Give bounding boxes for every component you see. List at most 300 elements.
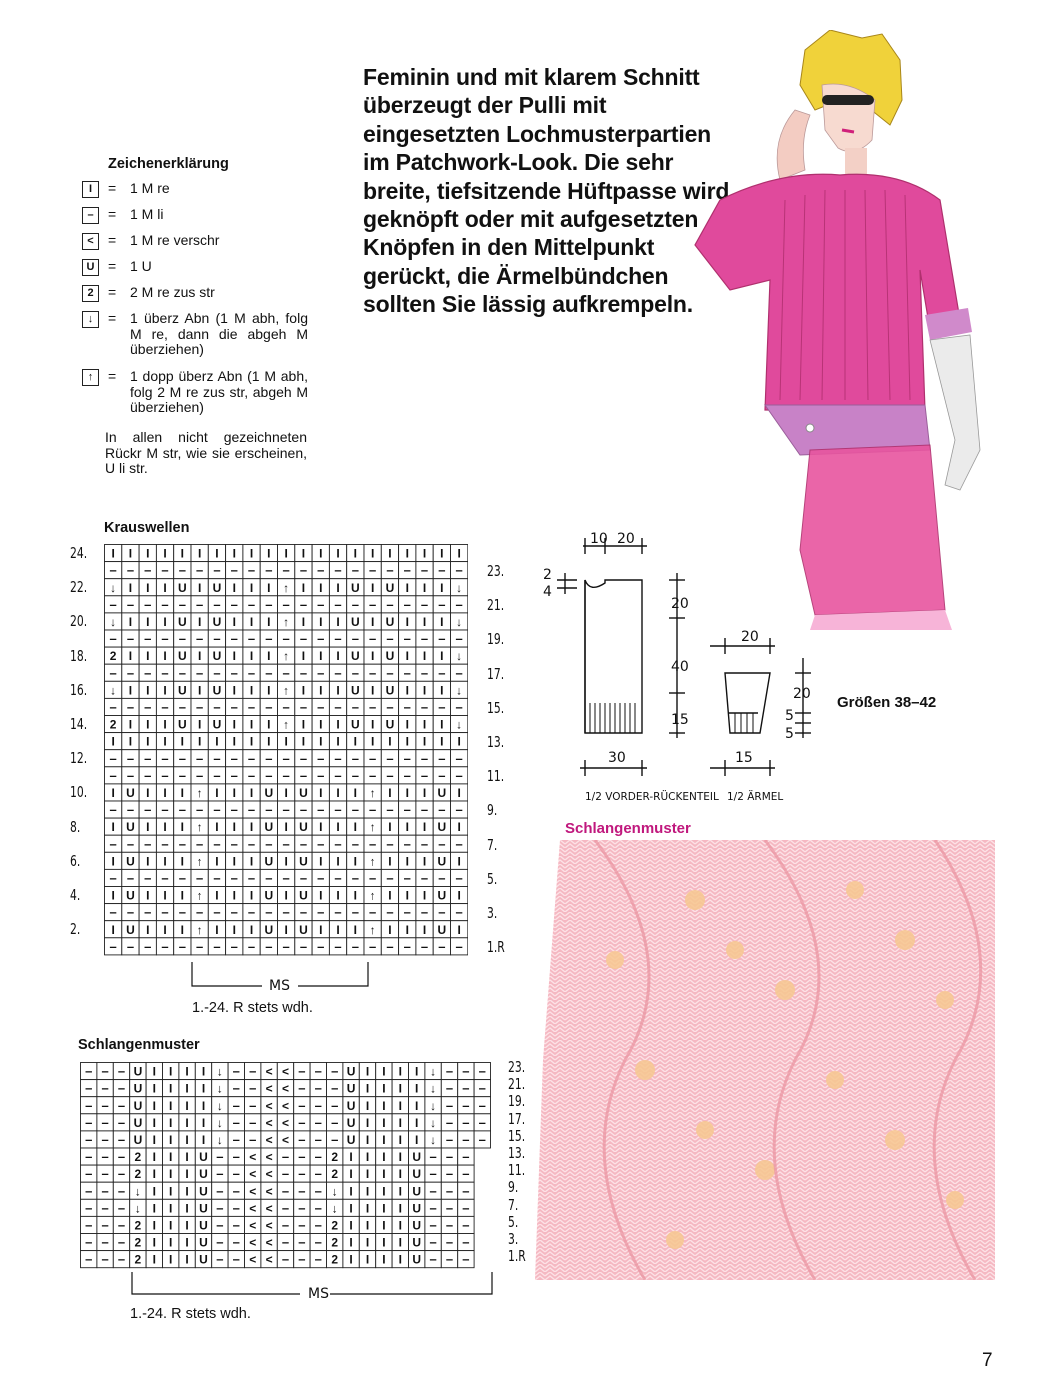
chart-stitch-symbol: – <box>216 1166 224 1182</box>
chart-stitch-symbol: I <box>111 922 115 937</box>
chart-stitch-symbol: – <box>144 631 152 647</box>
chart-stitch-symbol: I <box>353 734 358 749</box>
chart-stitch-symbol: I <box>232 922 236 937</box>
body-piece-label: 1/2 VORDER-RÜCKENTEIL <box>585 791 719 803</box>
row-number: 7. <box>487 835 498 854</box>
chart-stitch-symbol: – <box>299 802 308 818</box>
chart-stitch-symbol: I <box>398 1235 402 1250</box>
chart-stitch-symbol: U <box>178 683 187 698</box>
chart-stitch-symbol: I <box>382 1184 386 1199</box>
dim-body-width: 30 <box>608 750 626 766</box>
chart-stitch-symbol: I <box>398 1098 402 1113</box>
chart-stitch-symbol: – <box>265 699 273 715</box>
legend-text: 1 M li <box>130 206 164 222</box>
chart-stitch-symbol: I <box>232 546 236 561</box>
chart-stitch-symbol: – <box>445 1217 454 1233</box>
chart-stitch-symbol: I <box>169 1235 173 1250</box>
chart-stitch-symbol: – <box>420 631 429 647</box>
chart-stitch-symbol: – <box>369 870 377 886</box>
chart-stitch-symbol: ↓ <box>134 1184 141 1199</box>
chart-stitch-symbol: – <box>282 631 290 647</box>
chart-stitch-symbol: U <box>178 717 187 732</box>
chart-stitch-symbol: – <box>386 870 394 886</box>
chart-title-schlangenmuster: Schlangenmuster <box>78 1037 200 1053</box>
chart-stitch-symbol: U <box>351 717 360 732</box>
chart-stitch-symbol: I <box>267 683 271 698</box>
chart-stitch-symbol: I <box>365 1064 370 1079</box>
chart-stitch-symbol: – <box>126 836 135 852</box>
chart-stitch-symbol: – <box>314 1097 322 1113</box>
chart-stitch-symbol: 2 <box>134 1150 142 1165</box>
chart-stitch-symbol: – <box>247 699 256 715</box>
chart-stitch-symbol: 2 <box>134 1252 142 1267</box>
chart-stitch-symbol: < <box>265 1201 273 1216</box>
chart-stitch-symbol: – <box>438 750 446 766</box>
chart-stitch-symbol: – <box>403 904 411 920</box>
chart-stitch-symbol: ↓ <box>134 1201 141 1216</box>
chart-stitch-symbol: I <box>249 717 254 732</box>
chart-stitch-symbol: – <box>317 836 325 852</box>
chart-stitch-symbol: U <box>126 854 135 869</box>
sleeve-piece-label: 1/2 ÄRMEL <box>727 791 784 803</box>
chart-stitch-symbol: < <box>265 1064 273 1079</box>
chart-stitch-symbol: I <box>319 683 323 698</box>
chart-stitch-symbol: – <box>403 870 411 886</box>
chart-stitch-symbol: I <box>319 854 323 869</box>
chart-stitch-symbol: I <box>336 854 340 869</box>
chart-stitch-symbol: I <box>197 614 202 629</box>
chart-stitch-symbol: – <box>85 1183 93 1199</box>
chart-stitch-symbol: I <box>388 922 392 937</box>
chart-stitch-symbol: – <box>282 904 290 920</box>
chart-stitch-symbol: – <box>299 596 308 612</box>
chart-stitch-symbol: – <box>298 1097 306 1113</box>
chart-stitch-symbol: – <box>230 767 238 783</box>
chart-stitch-symbol: I <box>301 546 306 561</box>
chart-stitch-symbol: – <box>196 562 204 578</box>
chart-stitch-symbol: I <box>370 546 375 561</box>
chart-stitch-symbol: I <box>185 1132 189 1147</box>
chart-stitch-symbol: – <box>445 1234 454 1250</box>
chart-stitch-symbol: – <box>216 1200 224 1216</box>
chart-stitch-symbol: U <box>264 854 274 869</box>
chart-stitch-symbol: – <box>369 665 377 681</box>
chart-stitch-symbol: – <box>351 631 359 647</box>
chart-stitch-symbol: – <box>455 870 463 886</box>
legend-item: 2 = 2 M re zus str <box>82 285 308 302</box>
chart-stitch-symbol: – <box>196 596 204 612</box>
chart-stitch-symbol: – <box>85 1149 93 1165</box>
chart-stitch-symbol: – <box>161 870 169 886</box>
chart-stitch-symbol: I <box>365 1201 370 1216</box>
chart-stitch-symbol: – <box>298 1114 306 1130</box>
chart-stitch-symbol: I <box>365 1184 370 1199</box>
chart-stitch-symbol: I <box>382 1150 386 1165</box>
chart-stitch-symbol: I <box>284 820 288 835</box>
chart-stitch-symbol: – <box>429 1149 437 1165</box>
chart-stitch-symbol: I <box>382 1115 386 1130</box>
chart-stitch-symbol: I <box>152 1252 156 1267</box>
chart-stitch-symbol: I <box>319 546 323 561</box>
chart-stitch-symbol: I <box>336 888 340 903</box>
chart-stitch-symbol: I <box>249 614 254 629</box>
chart-stitch-symbol: – <box>109 904 117 920</box>
chart-stitch-symbol: – <box>334 631 342 647</box>
chart-stitch-symbol: – <box>438 665 446 681</box>
chart-stitch-symbol: I <box>185 1235 189 1250</box>
chart-stitch-symbol: I <box>336 649 340 664</box>
chart-stitch-symbol: – <box>438 596 446 612</box>
chart-stitch-symbol: I <box>232 734 236 749</box>
dim-sleeve-cuff-a: 5 <box>785 708 794 724</box>
chart-stitch-symbol: – <box>334 750 342 766</box>
chart-stitch-symbol: I <box>405 580 409 595</box>
chart-stitch-symbol: – <box>161 767 169 783</box>
chart-stitch-symbol: I <box>163 683 167 698</box>
chart-stitch-symbol: I <box>370 580 375 595</box>
chart-stitch-symbol: – <box>117 1166 126 1182</box>
chart-stitch-symbol: – <box>126 767 135 783</box>
chart-stitch-symbol: – <box>109 802 117 818</box>
chart-stitch-symbol: – <box>213 938 221 954</box>
chart-stitch-symbol: I <box>349 1201 353 1216</box>
chart-stitch-symbol: – <box>101 1149 109 1165</box>
chart-stitch-symbol: – <box>386 938 394 954</box>
chart-stitch-symbol: – <box>265 767 273 783</box>
chart-stitch-symbol: – <box>247 836 256 852</box>
skp-symbol-icon: ↓ <box>82 311 99 328</box>
chart-stitch-symbol: – <box>265 750 273 766</box>
chart-stitch-symbol: I <box>336 717 340 732</box>
chart-stitch-symbol: U <box>126 820 135 835</box>
chart-stitch-symbol: < <box>265 1235 273 1250</box>
chart-stitch-symbol: U <box>351 614 360 629</box>
chart-stitch-symbol: – <box>455 802 463 818</box>
chart-stitch-symbol: I <box>185 1150 189 1165</box>
chart-stitch-symbol: – <box>462 1131 470 1147</box>
chart-stitch-symbol: – <box>265 802 273 818</box>
chart-stitch-symbol: I <box>365 1218 370 1233</box>
chart-stitch-symbol: I <box>152 1167 156 1182</box>
chart-stitch-symbol: – <box>369 562 377 578</box>
chart-stitch-symbol: U <box>126 922 135 937</box>
chart-stitch-symbol: – <box>282 802 290 818</box>
chart-stitch-symbol: I <box>319 717 323 732</box>
chart-title-krauswellen: Krauswellen <box>104 520 190 536</box>
chart-stitch-symbol: – <box>247 665 256 681</box>
chart-stitch-symbol: I <box>284 922 288 937</box>
dim-sleeve-width: 15 <box>735 750 753 766</box>
row-number: 23. <box>508 1058 526 1076</box>
chart-stitch-symbol: – <box>386 802 394 818</box>
legend-title: Zeichenerklärung <box>108 156 229 172</box>
chart-stitch-symbol: – <box>230 631 238 647</box>
chart-stitch-symbol: I <box>146 922 150 937</box>
chart-stitch-symbol: – <box>126 665 135 681</box>
chart-stitch-symbol: I <box>440 546 444 561</box>
chart-stitch-symbol: – <box>317 596 325 612</box>
chart-stitch-symbol: I <box>301 683 306 698</box>
chart-stitch-symbol: – <box>386 750 394 766</box>
chart-stitch-symbol: U <box>412 1218 422 1233</box>
chart-stitch-symbol: I <box>319 614 323 629</box>
chart-stitch-symbol: I <box>284 734 288 749</box>
chart-stitch-symbol: – <box>230 562 238 578</box>
chart-stitch-symbol: < <box>281 1064 290 1079</box>
chart-stitch-symbol: I <box>180 785 185 800</box>
chart-stitch-symbol: 2 <box>134 1218 142 1233</box>
purl-symbol-icon: – <box>82 207 99 224</box>
chart-stitch-symbol: U <box>126 785 135 800</box>
chart-stitch-symbol: – <box>317 938 325 954</box>
chart-stitch-symbol: – <box>126 802 135 818</box>
swatch-photo <box>535 840 995 1280</box>
chart-stitch-symbol: I <box>398 1150 402 1165</box>
chart-stitch-symbol: – <box>403 596 411 612</box>
chart-stitch-symbol: I <box>232 614 236 629</box>
chart-stitch-symbol: I <box>370 649 375 664</box>
chart-stitch-symbol: – <box>281 1183 290 1199</box>
chart-stitch-symbol: U <box>412 1167 422 1182</box>
chart-stitch-symbol: – <box>420 836 429 852</box>
legend-text: 2 M re zus str <box>130 284 215 300</box>
chart-stitch-symbol: – <box>438 870 446 886</box>
chart-stitch-symbol: I <box>370 683 375 698</box>
chart-stitch-symbol: U <box>385 683 395 698</box>
chart-stitch-symbol: – <box>317 767 325 783</box>
chart-stitch-symbol: – <box>386 767 394 783</box>
chart-stitch-symbol: I <box>169 1081 173 1096</box>
chart-stitch-symbol: I <box>284 785 288 800</box>
chart-stitch-symbol: I <box>152 1098 156 1113</box>
chart-stitch-symbol: I <box>398 1064 402 1079</box>
chart-stitch-symbol: I <box>215 888 219 903</box>
chart-stitch-symbol: < <box>281 1081 290 1096</box>
chart-stitch-symbol: – <box>403 938 411 954</box>
chart-stitch-symbol: – <box>403 631 411 647</box>
chart-stitch-symbol: – <box>216 1149 224 1165</box>
chart-stitch-symbol: – <box>232 1217 240 1233</box>
chart-stitch-symbol: I <box>152 1218 156 1233</box>
chart-stitch-symbol: – <box>403 562 411 578</box>
chart-stitch-symbol: – <box>265 870 273 886</box>
chart-stitch-symbol: < <box>265 1098 273 1113</box>
chart-stitch-symbol: – <box>369 802 377 818</box>
row-number: 19. <box>508 1092 526 1111</box>
yarn-over-symbol-icon: U <box>82 259 99 276</box>
chart-stitch-symbol: U <box>199 1150 208 1165</box>
chart-stitch-symbol: – <box>161 836 169 852</box>
chart-stitch-symbol: I <box>336 546 340 561</box>
chart-stitch-symbol: – <box>178 904 186 920</box>
chart-stitch-symbol: I <box>382 1252 386 1267</box>
chart-stitch-symbol: I <box>232 854 236 869</box>
chart-stitch-symbol: – <box>101 1200 109 1216</box>
chart-stitch-symbol: I <box>197 546 202 561</box>
chart-stitch-symbol: U <box>212 649 222 664</box>
chart-stitch-symbol: – <box>282 699 290 715</box>
chart-stitch-symbol: I <box>146 580 150 595</box>
chart-stitch-symbol: I <box>398 1167 402 1182</box>
chart-stitch-symbol: I <box>249 854 254 869</box>
knit-symbol-icon: I <box>82 181 99 198</box>
chart-stitch-symbol: – <box>314 1149 322 1165</box>
chart-stitch-symbol: ↓ <box>216 1081 223 1096</box>
chart-stitch-symbol: – <box>314 1200 322 1216</box>
chart-stitch-symbol: I <box>201 1098 206 1113</box>
chart-stitch-symbol: I <box>398 1252 402 1267</box>
chart-stitch-symbol: I <box>388 888 392 903</box>
chart-stitch-symbol: – <box>232 1234 240 1250</box>
chart-stitch-symbol: I <box>336 614 340 629</box>
chart-stitch-symbol: – <box>117 1149 126 1165</box>
chart-stitch-symbol: – <box>331 1097 339 1113</box>
chart-stitch-symbol: – <box>317 750 325 766</box>
chart-stitch-symbol: – <box>247 562 256 578</box>
chart-stitch-symbol: ↓ <box>456 717 463 732</box>
chart-stitch-symbol: I <box>267 614 271 629</box>
chart-stitch-symbol: I <box>405 854 409 869</box>
chart-stitch-symbol: – <box>420 802 429 818</box>
chart-stitch-symbol: – <box>403 665 411 681</box>
dim-ribbing: 15 <box>671 712 689 728</box>
chart-stitch-symbol: – <box>298 1166 306 1182</box>
chart-stitch-symbol: – <box>429 1183 437 1199</box>
chart-stitch-symbol: I <box>349 1150 353 1165</box>
chart-stitch-symbol: I <box>180 888 185 903</box>
chart-stitch-symbol: I <box>185 1252 189 1267</box>
chart-stitch-symbol: I <box>336 922 340 937</box>
dim-sleeve-length: 20 <box>793 686 811 702</box>
chart-stitch-symbol: 2 <box>331 1218 339 1233</box>
chart-stitch-symbol: – <box>334 665 342 681</box>
chart-stitch-symbol: I <box>405 546 409 561</box>
chart-stitch-symbol: I <box>353 785 358 800</box>
chart-stitch-symbol: – <box>232 1183 240 1199</box>
chart-stitch-symbol: U <box>178 614 187 629</box>
chart-stitch-symbol: U <box>212 683 222 698</box>
chart-stitch-symbol: – <box>369 750 377 766</box>
chart-stitch-symbol: – <box>265 836 273 852</box>
legend-item: ↑ = 1 dopp überz Abn (1 M abh, folg 2 M re zus str, abgeh M überziehen) <box>82 369 308 416</box>
chart-stitch-symbol: I <box>201 1064 206 1079</box>
chart-stitch-symbol: I <box>388 734 392 749</box>
chart-stitch-symbol: 2 <box>109 717 117 732</box>
chart-stitch-symbol: I <box>201 1132 206 1147</box>
chart-stitch-symbol: I <box>422 683 427 698</box>
chart-stitch-symbol: I <box>382 1235 386 1250</box>
chart-stitch-symbol: – <box>126 562 135 578</box>
chart-stitch-symbol: I <box>146 785 150 800</box>
chart-stitch-symbol: 2 <box>331 1150 339 1165</box>
chart-stitch-symbol: – <box>144 802 152 818</box>
chart-stitch-symbol: I <box>422 614 427 629</box>
chart-stitch-symbol: I <box>163 854 167 869</box>
chart-stitch-symbol: – <box>232 1080 240 1096</box>
chart-stitch-symbol: I <box>180 734 185 749</box>
chart-stitch-symbol: < <box>265 1150 273 1165</box>
chart-stitch-symbol: – <box>369 938 377 954</box>
chart-stitch-symbol: – <box>369 699 377 715</box>
chart-stitch-symbol: – <box>314 1114 322 1130</box>
chart-stitch-symbol: – <box>230 938 238 954</box>
chart-stitch-symbol: I <box>180 922 185 937</box>
chart-stitch-symbol: I <box>111 888 115 903</box>
chart-stitch-symbol: – <box>101 1183 109 1199</box>
chart-stitch-symbol: U <box>437 888 447 903</box>
chart-stitch-symbol: I <box>111 546 115 561</box>
chart-stitch-symbol: – <box>281 1166 290 1182</box>
chart-stitch-symbol: U <box>264 820 274 835</box>
stitch-chart-schlangenmuster <box>80 1062 492 1270</box>
legend-item: ↓ = 1 überz Abn (1 M abh, folg M re, dann die abgeh M überziehen) <box>82 311 308 358</box>
chart-stitch-symbol: I <box>215 546 219 561</box>
chart-stitch-symbol: – <box>317 904 325 920</box>
chart-stitch-symbol: I <box>349 1252 353 1267</box>
chart-stitch-symbol: I <box>336 580 340 595</box>
row-numbers-right <box>487 544 527 958</box>
chart-stitch-symbol: – <box>445 1063 454 1079</box>
chart-stitch-symbol: I <box>128 683 133 698</box>
chart-stitch-symbol: – <box>455 596 463 612</box>
chart-stitch-symbol: – <box>298 1080 306 1096</box>
chart-stitch-symbol: I <box>249 785 254 800</box>
chart-stitch-symbol: – <box>101 1217 109 1233</box>
chart-stitch-symbol: – <box>317 562 325 578</box>
chart-stitch-symbol: I <box>197 734 202 749</box>
row-number: 17. <box>508 1109 526 1128</box>
chart-stitch-symbol: – <box>429 1251 437 1267</box>
chart-stitch-symbol: – <box>216 1234 224 1250</box>
chart-stitch-symbol: I <box>370 717 375 732</box>
chart-stitch-symbol: – <box>438 938 446 954</box>
chart-stitch-symbol: – <box>109 665 117 681</box>
chart-stitch-symbol: – <box>351 836 359 852</box>
chart-stitch-symbol: – <box>478 1080 486 1096</box>
legend-item: < = 1 M re verschr <box>82 233 308 250</box>
chart-stitch-symbol: I <box>111 854 115 869</box>
chart-stitch-symbol: – <box>403 767 411 783</box>
chart-stitch-symbol: – <box>109 596 117 612</box>
chart-stitch-symbol: – <box>247 750 256 766</box>
chart-stitch-symbol: – <box>161 665 169 681</box>
chart-stitch-symbol: – <box>213 699 221 715</box>
chart-stitch-symbol: U <box>199 1252 208 1267</box>
chart-stitch-symbol: – <box>462 1080 470 1096</box>
chart-stitch-symbol: – <box>85 1200 93 1216</box>
row-number: 18. <box>70 646 88 665</box>
chart-stitch-symbol: I <box>146 854 150 869</box>
dim-neck-depth-a: 2 <box>543 567 552 583</box>
chart-stitch-symbol: – <box>331 1114 339 1130</box>
chart-stitch-symbol: I <box>197 717 202 732</box>
chart-stitch-symbol: – <box>109 631 117 647</box>
chart-stitch-symbol: – <box>478 1063 486 1079</box>
chart-stitch-symbol: I <box>370 734 375 749</box>
chart-stitch-symbol: – <box>117 1234 126 1250</box>
chart-stitch-symbol: – <box>369 836 377 852</box>
chart-stitch-symbol: U <box>412 1184 422 1199</box>
chart-stitch-symbol: ↓ <box>456 683 463 698</box>
chart-stitch-symbol: I <box>201 1081 206 1096</box>
chart-stitch-symbol: – <box>178 802 186 818</box>
chart-stitch-symbol: I <box>405 820 409 835</box>
chart-stitch-symbol: U <box>199 1201 208 1216</box>
chart-stitch-symbol: – <box>196 750 204 766</box>
chart-stitch-symbol: I <box>180 820 185 835</box>
chart-stitch-symbol: – <box>117 1217 126 1233</box>
chart-stitch-symbol: I <box>180 854 185 869</box>
